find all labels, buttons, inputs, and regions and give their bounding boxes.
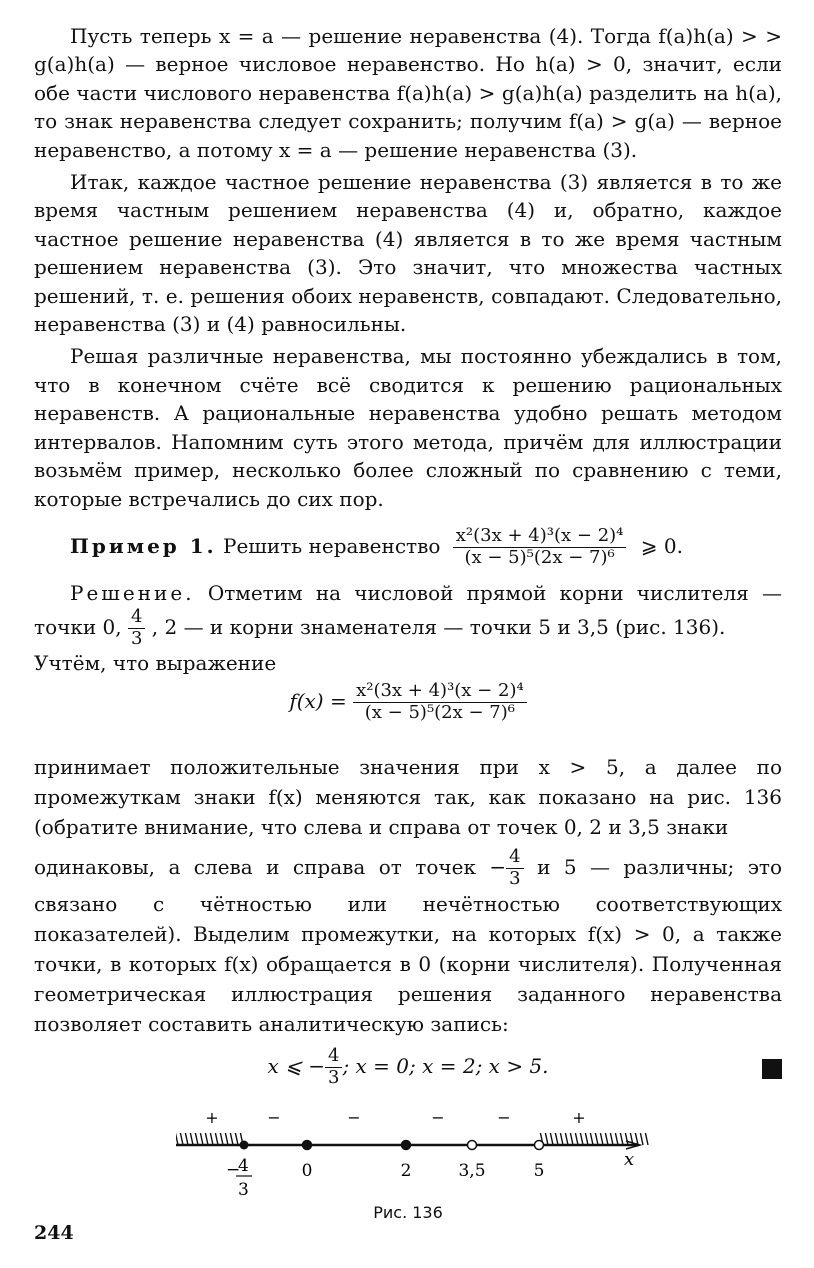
label-minus-4-3 — [226, 1156, 252, 1200]
fx-label: f(x) = — [289, 689, 347, 714]
solution-text-1: Отметим на числовой прямой корни числителя — точки 0, — [34, 580, 783, 639]
point-3 — [535, 1141, 544, 1150]
solution-text-2: , 2 — и корни знаменателя — точки 5 и 3,5 (рис. 136). — [151, 614, 726, 639]
label-num: 4 — [238, 1156, 249, 1177]
label-den: 3 — [238, 1180, 249, 1201]
fraction-num: 4 — [128, 608, 145, 629]
sign-5: + — [572, 1108, 586, 1128]
fraction-minus-4-3 — [128, 605, 145, 649]
example-fraction — [453, 524, 627, 568]
point-label-3: 5 — [533, 1161, 545, 1182]
axis-label: x — [624, 1149, 635, 1171]
answer-fraction — [325, 1047, 342, 1088]
solution-text-5 — [34, 848, 782, 1039]
fraction-num: 4 — [506, 848, 523, 869]
fraction-den: 3 — [327, 1067, 340, 1089]
solution-text-3: Учтём, что выражение — [34, 651, 277, 676]
point-label-2: 3,5 — [458, 1161, 486, 1182]
paragraph-3: Решая различные неравенства, мы постоянно убеждались в том, что в конечном счёте всё сводится к решению рациональных неравенств. А рациональные неравенства удобно решать методом интервалов. Напомним суть этого метода, причём для иллюстрации возьмём пример, несколько более сложный по сравнению с теми, которые встречались до сих пор. — [34, 344, 782, 511]
example-label: Пример 1. — [70, 533, 217, 558]
solution-label: Решение. — [70, 580, 195, 605]
fraction-4-3-inline — [506, 848, 523, 889]
fx-numerator: x²(3x + 4)³(x − 2)⁴ — [353, 682, 527, 703]
sign-4: − — [497, 1108, 511, 1128]
solution-text-4: принимает положительные значения при x > 5, а далее по промежуткам знаки f(x) меняются так, как показано на рис. 136 (обратите внимание, что слева и справа от точек 0, 2 и 3,5 знаки — [34, 755, 782, 840]
example-text: Решить неравенство — [223, 533, 441, 558]
page-number: 244 — [34, 1222, 74, 1244]
example-1 — [34, 524, 782, 568]
qed-square-icon — [762, 1059, 782, 1079]
fraction-num: 4 — [325, 1047, 342, 1068]
fx-denominator: (x − 5)⁵(2x − 7)⁶ — [364, 702, 515, 724]
solution-text-5b: и 5 — различны; это связано с чётностью или нечётностью соответствующих показателей). Выделим промежутки, на которых f(x) > 0, а также точки, в которых f(x) обращается в 0 (корни числителя). Полученная геометрическая иллюстрация решения заданного неравенства позволяет составить аналитическую запись: — [34, 855, 783, 1037]
point-label-0: 0 — [301, 1161, 313, 1182]
label-minus: − — [226, 1160, 241, 1181]
solution-start — [34, 578, 782, 649]
fraction-den: 3 — [509, 868, 521, 890]
example-numerator: x²(3x + 4)³(x − 2)⁴ — [453, 527, 627, 548]
page-content — [34, 22, 782, 1222]
points — [302, 1141, 545, 1182]
point-1 — [402, 1141, 411, 1150]
fx-formula — [34, 682, 782, 752]
paragraph-2: Итак, каждое частное решение неравенства (3) является в то же время частным решением неравенства (4) и, обратно, каждое частное решение неравенства (4) является в то же время частным решением неравенства (3). Это значит, что множества частных решений, т. е. решения обоих неравенств, совпадают. Следовательно, неравенства (3) и (4) равносильны. — [34, 170, 782, 337]
paragraph-1: Пусть теперь x = a — решение неравенства (4). Тогда f(a)h(a) > > g(a)h(a) — верное числовое неравенство. Но h(a) > 0, значит, если обе части числового неравенства f(a)h(a) > g(a)h(a) разделить на h(a), то знак неравенства следует сохранить; получим f(a) > g(a) — верное неравенство, а потому x = a — решение неравенства (3). — [34, 24, 782, 162]
number-line-figure — [34, 1103, 782, 1203]
sign-1: − — [267, 1108, 281, 1128]
answer-part-2: ; x = 0; x = 2; x > 5. — [342, 1054, 549, 1079]
example-denominator: (x − 5)⁵(2x − 7)⁶ — [464, 546, 615, 568]
figure-caption: Рис. 136 — [373, 1203, 443, 1223]
answer-line — [34, 1047, 782, 1101]
minus-sign: − — [489, 855, 507, 880]
hatch-left — [176, 1133, 244, 1145]
sign-labels — [205, 1108, 585, 1127]
fx-fraction — [353, 682, 527, 723]
example-rhs: ⩾ 0. — [640, 533, 683, 558]
sign-3: − — [431, 1108, 445, 1128]
figure-136 — [34, 1103, 782, 1203]
answer-part-1: x ⩽ − — [267, 1054, 325, 1079]
sign-2: − — [347, 1108, 361, 1128]
fraction-den: 3 — [130, 627, 143, 649]
solution-text-5a: одинаковы, а слева и справа от точек — [34, 855, 476, 880]
point-0 — [303, 1141, 312, 1150]
point-minus-4-3 — [240, 1141, 249, 1150]
point-label-1: 2 — [400, 1161, 412, 1182]
sign-0: + — [205, 1108, 219, 1128]
point-2 — [468, 1141, 477, 1150]
